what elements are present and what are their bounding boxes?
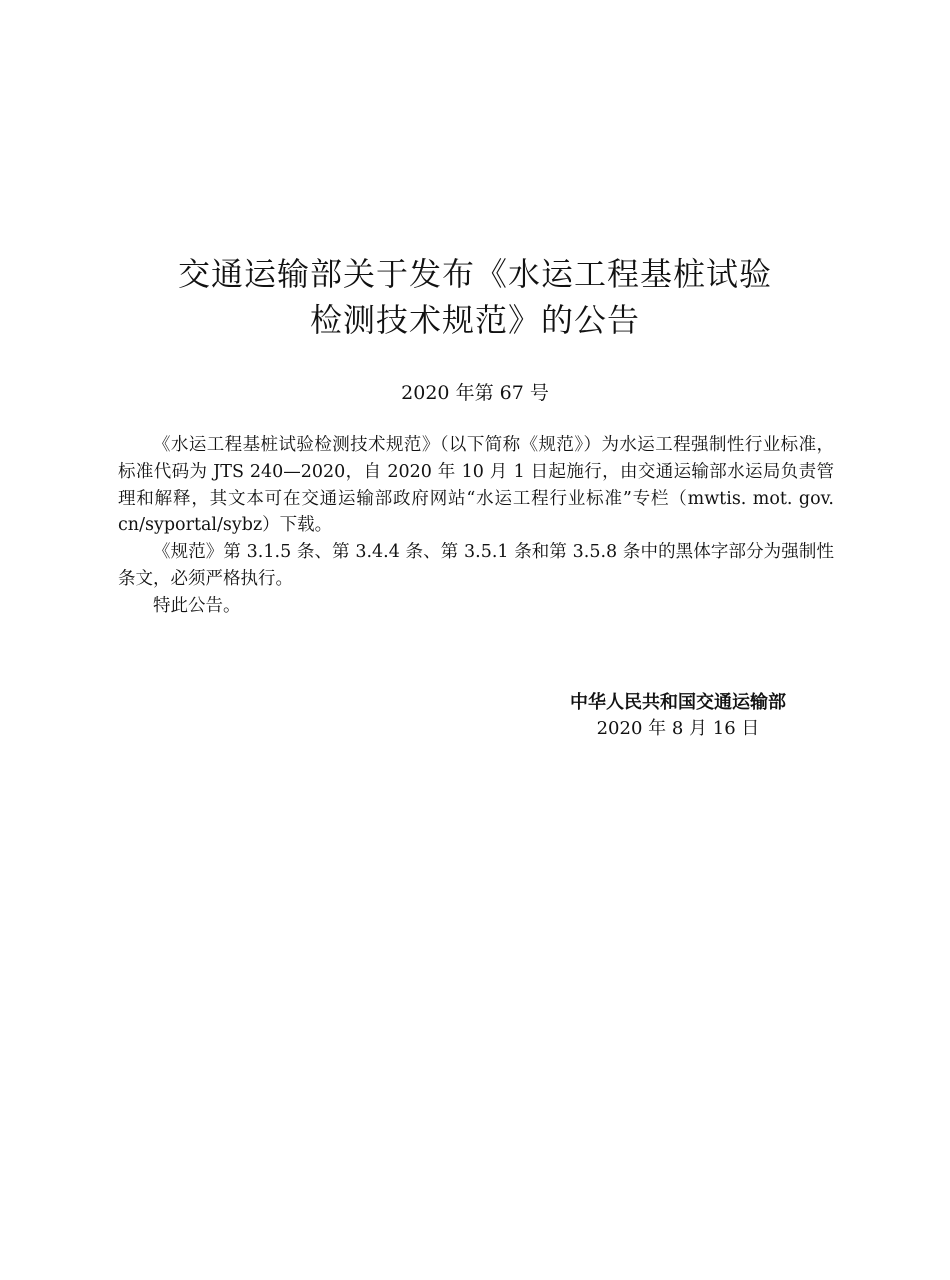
- document-title-line-2: 检测技术规范》的公告: [309, 301, 640, 339]
- document-number: 2020 年第 67 号: [401, 382, 549, 404]
- document-title-line-1: 交通运输部关于发布《水运工程基桩试验: [177, 255, 772, 293]
- signature-date: 2020 年 8 月 16 日: [596, 718, 760, 739]
- signature-organization: 中华人民共和国交通运输部: [570, 692, 786, 713]
- paragraph-mandatory-clauses: 《规范》第 3.1.5 条、第 3.4.4 条、第 3.5.1 条和第 3.5.8 条中的黑体字部分为强制性条文，必须严格执行。: [118, 542, 834, 589]
- document-body: [118, 432, 834, 620]
- paragraph-announcement: 《水运工程基桩试验检测技术规范》（以下简称《规范》）为水运工程强制性行业标准，标准代码为 JTS 240—2020，自 2020 年 10 月 1 日起施行，由交通运输部水运局负责管理和解释，其文本可在交通运输部政府网站“水运工程行业标准”专栏（mwtis. mot. gov. cn/syportal/sybz）下载。: [118, 435, 834, 536]
- paragraph-closing: 特此公告。: [153, 595, 241, 616]
